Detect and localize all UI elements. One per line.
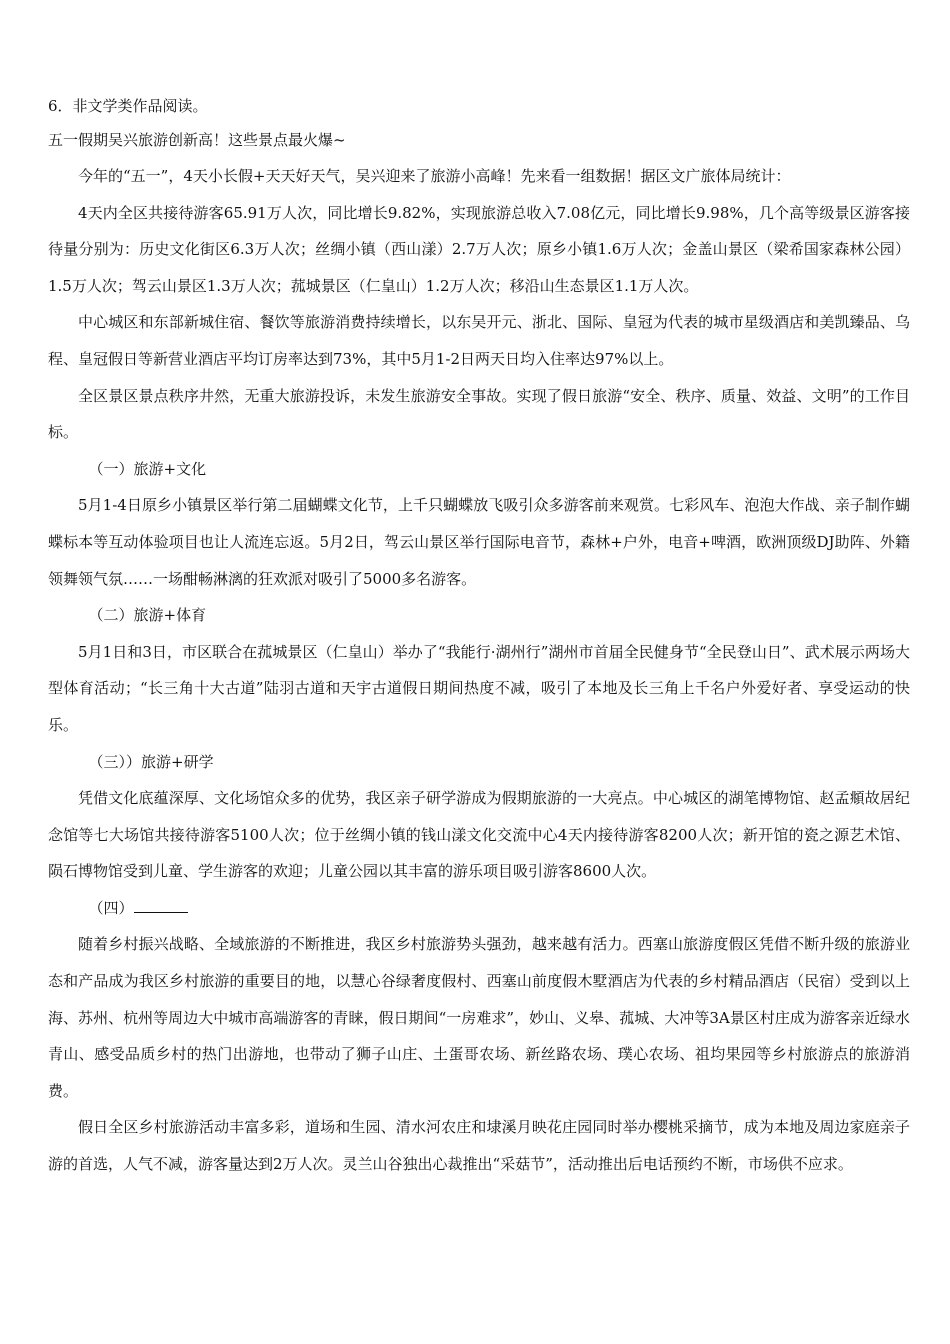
section-paragraph: 5月1日和3日，市区联合在菰城景区（仁皇山）举办了“我能行·湖州行”湖州市首届全民健身节“全民登山日”、武术展示两场大型体育活动；“长三角十大古道”陆羽古道和天宇古道假日期间热度不减，吸引了本地及长三角上千名户外爱好者、享受运动的快乐。 bbox=[48, 642, 910, 734]
section-heading-study: （三））旅游+研学 bbox=[88, 752, 214, 771]
article-paragraph: 全区景区景点秩序井然，无重大旅游投诉，未发生旅游安全事故。实现了假日旅游“安全、秩序、质量、效益、文明”的工作目标。 bbox=[48, 386, 910, 442]
answer-blank[interactable] bbox=[134, 898, 188, 913]
section-heading-sports: （二）旅游+体育 bbox=[88, 606, 207, 625]
article-title: 五一假期吴兴旅游创新高！这些景点最火爆~ bbox=[48, 131, 346, 149]
article-paragraph: 中心城区和东部新城住宿、餐饮等旅游消费持续增长，以东吴开元、浙北、国际、皇冠为代表的城市星级酒店和美凯臻品、乌程、皇冠假日等新营业酒店平均订房率达到73%，其中5月1-2日两天日均入住率达97%以上。 bbox=[48, 313, 910, 368]
section-heading-label: （四） bbox=[88, 898, 134, 917]
section-heading-blank bbox=[48, 890, 910, 927]
section-paragraph: 随着乡村振兴战略、全域旅游的不断推进，我区乡村旅游势头强劲，越来越有活力。西塞山旅游度假区凭借不断升级的旅游业态和产品成为我区乡村旅游的重要目的地，以慧心谷绿奢度假村、西塞山前度假木墅酒店为代表的乡村精品酒店（民宿）受到以上海、苏州、杭州等周边大中城市高端游客的青睐，假日期间“一房难求”，妙山、义皋、菰城、大冲等3A景区村庄成为游客亲近绿水青山、感受品质乡村的热门出游地，也带动了狮子山庄、土蛋哥农场、新丝路农场、璞心农场、祖均果园等乡村旅游点的旅游消费。 bbox=[48, 935, 910, 1100]
section-heading-culture: （一）旅游+文化 bbox=[88, 459, 207, 478]
question-number-title: 6．非文学类作品阅读。 bbox=[48, 97, 208, 115]
section-paragraph: 假日全区乡村旅游活动丰富多彩，道场和生园、清水河农庄和埭溪月映花庄园同时举办樱桃采摘节，成为本地及周边家庭亲子游的首选，人气不减，游客量达到2万人次。灵兰山谷独出心裁推出“采菇节”，活动推出后电话预约不断，市场供不应求。 bbox=[48, 1118, 910, 1174]
section-paragraph: 5月1-4日原乡小镇景区举行第二届蝴蝶文化节，上千只蝴蝶放飞吸引众多游客前来观赏。七彩风车、泡泡大作战、亲子制作蝴蝶标本等互动体验项目也让人流连忘返。5月2日，驾云山景区举行国际电音节，森林+户外，电音+啤酒，欧洲顶级DJ助阵、外籍领舞领气氛……一场酣畅淋漓的狂欢派对吸引了5000多名游客。 bbox=[48, 496, 910, 588]
section-paragraph: 凭借文化底蕴深厚、文化场馆众多的优势，我区亲子研学游成为假期旅游的一大亮点。中心城区的湖笔博物馆、赵孟頫故居纪念馆等七大场馆共接待游客5100人次；位于丝绸小镇的钱山漾文化交流中心4天内接待游客8200人次；新开馆的瓷之源艺术馆、陨石博物馆受到儿童、学生游客的欢迎；儿童公园以其丰富的游乐项目吸引游客8600人次。 bbox=[48, 789, 910, 881]
article-paragraph: 今年的“五一”，4天小长假+天天好天气，吴兴迎来了旅游小高峰！先来看一组数据！据区文广旅体局统计： bbox=[78, 167, 791, 185]
article-paragraph: 4天内全区共接待游客65.91万人次，同比增长9.82%，实现旅游总收入7.08亿元，同比增长9.98%，几个高等级景区游客接待量分别为：历史文化街区6.3万人次；丝绸小镇（西山漾）2.7万人次；原乡小镇1.6万人次；金盖山景区（梁希国家森林公园）1.5万人次；驾云山景区1.3万人次；菰城景区（仁皇山）1.2万人次；移沿山生态景区1.1万人次。 bbox=[48, 203, 910, 295]
